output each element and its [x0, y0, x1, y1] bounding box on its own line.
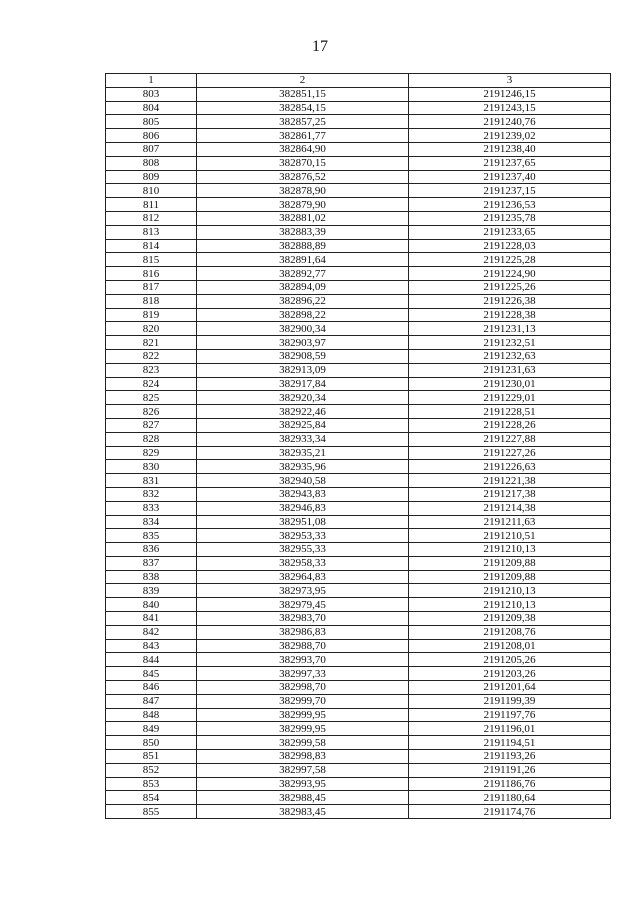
x-coordinate-cell: 382857,25	[197, 115, 409, 129]
table-row	[106, 460, 611, 474]
y-coordinate-cell: 2191237,15	[409, 184, 611, 198]
x-coordinate-cell: 382986,83	[197, 625, 409, 639]
x-coordinate-cell: 382988,45	[197, 791, 409, 805]
point-number-cell: 833	[106, 501, 197, 515]
x-coordinate-cell: 382917,84	[197, 377, 409, 391]
point-number-cell: 808	[106, 156, 197, 170]
point-number-cell: 835	[106, 529, 197, 543]
point-number-cell: 832	[106, 487, 197, 501]
point-number-cell: 846	[106, 681, 197, 695]
point-number-cell: 836	[106, 543, 197, 557]
y-coordinate-cell: 2191240,76	[409, 115, 611, 129]
table-row	[106, 336, 611, 350]
table-row	[106, 225, 611, 239]
table-row	[106, 667, 611, 681]
x-coordinate-cell: 382951,08	[197, 515, 409, 529]
x-coordinate-cell: 382935,96	[197, 460, 409, 474]
column-header-2: 2	[197, 74, 409, 88]
point-number-cell: 809	[106, 170, 197, 184]
column-header-3: 3	[409, 74, 611, 88]
table-row	[106, 625, 611, 639]
y-coordinate-cell: 2191230,01	[409, 377, 611, 391]
point-number-cell: 811	[106, 198, 197, 212]
table-row	[106, 432, 611, 446]
point-number-cell: 855	[106, 805, 197, 819]
point-number-cell: 810	[106, 184, 197, 198]
table-row	[106, 211, 611, 225]
x-coordinate-cell: 382958,33	[197, 556, 409, 570]
table-row	[106, 474, 611, 488]
table-row	[106, 308, 611, 322]
point-number-cell: 828	[106, 432, 197, 446]
y-coordinate-cell: 2191237,65	[409, 156, 611, 170]
point-number-cell: 822	[106, 349, 197, 363]
y-coordinate-cell: 2191194,51	[409, 736, 611, 750]
x-coordinate-cell: 382854,15	[197, 101, 409, 115]
column-header-1: 1	[106, 74, 197, 88]
point-number-cell: 850	[106, 736, 197, 750]
y-coordinate-cell: 2191228,26	[409, 418, 611, 432]
point-number-cell: 837	[106, 556, 197, 570]
point-number-cell: 824	[106, 377, 197, 391]
point-number-cell: 849	[106, 722, 197, 736]
x-coordinate-cell: 382993,70	[197, 653, 409, 667]
table-row	[106, 708, 611, 722]
page-number: 17	[312, 38, 328, 55]
point-number-cell: 831	[106, 474, 197, 488]
x-coordinate-cell: 382953,33	[197, 529, 409, 543]
point-number-cell: 815	[106, 253, 197, 267]
x-coordinate-cell: 382988,70	[197, 639, 409, 653]
point-number-cell: 818	[106, 294, 197, 308]
x-coordinate-cell: 382908,59	[197, 349, 409, 363]
point-number-cell: 854	[106, 791, 197, 805]
x-coordinate-cell: 382998,83	[197, 750, 409, 764]
y-coordinate-cell: 2191229,01	[409, 391, 611, 405]
table-row	[106, 722, 611, 736]
table-row	[106, 239, 611, 253]
y-coordinate-cell: 2191225,26	[409, 280, 611, 294]
x-coordinate-cell: 382888,89	[197, 239, 409, 253]
point-number-cell: 841	[106, 612, 197, 626]
point-number-cell: 807	[106, 142, 197, 156]
y-coordinate-cell: 2191210,13	[409, 584, 611, 598]
point-number-cell: 851	[106, 750, 197, 764]
y-coordinate-cell: 2191210,13	[409, 598, 611, 612]
table-row	[106, 322, 611, 336]
y-coordinate-cell: 2191226,38	[409, 294, 611, 308]
y-coordinate-cell: 2191243,15	[409, 101, 611, 115]
y-coordinate-cell: 2191231,13	[409, 322, 611, 336]
x-coordinate-cell: 382943,83	[197, 487, 409, 501]
x-coordinate-cell: 382903,97	[197, 336, 409, 350]
x-coordinate-cell: 382997,33	[197, 667, 409, 681]
point-number-cell: 834	[106, 515, 197, 529]
x-coordinate-cell: 382879,90	[197, 198, 409, 212]
table-row	[106, 805, 611, 819]
y-coordinate-cell: 2191227,26	[409, 446, 611, 460]
table-header-row	[106, 74, 611, 88]
y-coordinate-cell: 2191233,65	[409, 225, 611, 239]
y-coordinate-cell: 2191237,40	[409, 170, 611, 184]
y-coordinate-cell: 2191228,38	[409, 308, 611, 322]
x-coordinate-cell: 382955,33	[197, 543, 409, 557]
y-coordinate-cell: 2191180,64	[409, 791, 611, 805]
table-row	[106, 763, 611, 777]
table-row	[106, 267, 611, 281]
point-number-cell: 829	[106, 446, 197, 460]
y-coordinate-cell: 2191232,51	[409, 336, 611, 350]
y-coordinate-cell: 2191203,26	[409, 667, 611, 681]
table-row	[106, 515, 611, 529]
table-row	[106, 543, 611, 557]
table-row	[106, 253, 611, 267]
point-number-cell: 838	[106, 570, 197, 584]
point-number-cell: 812	[106, 211, 197, 225]
table-row	[106, 487, 611, 501]
table-row	[106, 377, 611, 391]
point-number-cell: 827	[106, 418, 197, 432]
point-number-cell: 853	[106, 777, 197, 791]
table-row	[106, 681, 611, 695]
y-coordinate-cell: 2191193,26	[409, 750, 611, 764]
y-coordinate-cell: 2191214,38	[409, 501, 611, 515]
table-row	[106, 349, 611, 363]
table-row	[106, 750, 611, 764]
table-row	[106, 391, 611, 405]
table-row	[106, 570, 611, 584]
point-number-cell: 825	[106, 391, 197, 405]
point-number-cell: 830	[106, 460, 197, 474]
x-coordinate-cell: 382998,70	[197, 681, 409, 695]
x-coordinate-cell: 382851,15	[197, 87, 409, 101]
x-coordinate-cell: 382999,95	[197, 708, 409, 722]
y-coordinate-cell: 2191208,01	[409, 639, 611, 653]
x-coordinate-cell: 382922,46	[197, 405, 409, 419]
y-coordinate-cell: 2191235,78	[409, 211, 611, 225]
x-coordinate-cell: 382861,77	[197, 129, 409, 143]
x-coordinate-cell: 382993,95	[197, 777, 409, 791]
coordinates-table	[105, 73, 611, 819]
x-coordinate-cell: 382983,45	[197, 805, 409, 819]
point-number-cell: 803	[106, 87, 197, 101]
y-coordinate-cell: 2191197,76	[409, 708, 611, 722]
table-row	[106, 653, 611, 667]
y-coordinate-cell: 2191224,90	[409, 267, 611, 281]
point-number-cell: 806	[106, 129, 197, 143]
table-row	[106, 363, 611, 377]
x-coordinate-cell: 382870,15	[197, 156, 409, 170]
table-row	[106, 777, 611, 791]
y-coordinate-cell: 2191209,88	[409, 556, 611, 570]
y-coordinate-cell: 2191201,64	[409, 681, 611, 695]
y-coordinate-cell: 2191226,63	[409, 460, 611, 474]
point-number-cell: 816	[106, 267, 197, 281]
x-coordinate-cell: 382898,22	[197, 308, 409, 322]
x-coordinate-cell: 382933,34	[197, 432, 409, 446]
table-row	[106, 556, 611, 570]
x-coordinate-cell: 382935,21	[197, 446, 409, 460]
table-row	[106, 294, 611, 308]
x-coordinate-cell: 382997,58	[197, 763, 409, 777]
y-coordinate-cell: 2191211,63	[409, 515, 611, 529]
point-number-cell: 823	[106, 363, 197, 377]
point-number-cell: 847	[106, 694, 197, 708]
y-coordinate-cell: 2191227,88	[409, 432, 611, 446]
y-coordinate-cell: 2191232,63	[409, 349, 611, 363]
table-row	[106, 142, 611, 156]
x-coordinate-cell: 382946,83	[197, 501, 409, 515]
table-row	[106, 87, 611, 101]
table-row	[106, 198, 611, 212]
x-coordinate-cell: 382894,09	[197, 280, 409, 294]
x-coordinate-cell: 382878,90	[197, 184, 409, 198]
y-coordinate-cell: 2191196,01	[409, 722, 611, 736]
y-coordinate-cell: 2191174,76	[409, 805, 611, 819]
x-coordinate-cell: 382896,22	[197, 294, 409, 308]
x-coordinate-cell: 382999,95	[197, 722, 409, 736]
table-row	[106, 584, 611, 598]
point-number-cell: 814	[106, 239, 197, 253]
y-coordinate-cell: 2191186,76	[409, 777, 611, 791]
y-coordinate-cell: 2191228,51	[409, 405, 611, 419]
point-number-cell: 820	[106, 322, 197, 336]
y-coordinate-cell: 2191209,38	[409, 612, 611, 626]
x-coordinate-cell: 382925,84	[197, 418, 409, 432]
point-number-cell: 819	[106, 308, 197, 322]
x-coordinate-cell: 382892,77	[197, 267, 409, 281]
x-coordinate-cell: 382979,45	[197, 598, 409, 612]
point-number-cell: 839	[106, 584, 197, 598]
table-row	[106, 598, 611, 612]
table-row	[106, 501, 611, 515]
y-coordinate-cell: 2191239,02	[409, 129, 611, 143]
point-number-cell: 817	[106, 280, 197, 294]
table-row	[106, 101, 611, 115]
x-coordinate-cell: 382999,58	[197, 736, 409, 750]
x-coordinate-cell: 382913,09	[197, 363, 409, 377]
x-coordinate-cell: 382920,34	[197, 391, 409, 405]
y-coordinate-cell: 2191208,76	[409, 625, 611, 639]
y-coordinate-cell: 2191238,40	[409, 142, 611, 156]
x-coordinate-cell: 382883,39	[197, 225, 409, 239]
table-row	[106, 405, 611, 419]
x-coordinate-cell: 382881,02	[197, 211, 409, 225]
point-number-cell: 842	[106, 625, 197, 639]
y-coordinate-cell: 2191236,53	[409, 198, 611, 212]
y-coordinate-cell: 2191221,38	[409, 474, 611, 488]
x-coordinate-cell: 382864,90	[197, 142, 409, 156]
table-row	[106, 280, 611, 294]
x-coordinate-cell: 382999,70	[197, 694, 409, 708]
table-row	[106, 529, 611, 543]
point-number-cell: 840	[106, 598, 197, 612]
table-row	[106, 446, 611, 460]
x-coordinate-cell: 382964,83	[197, 570, 409, 584]
x-coordinate-cell: 382900,34	[197, 322, 409, 336]
y-coordinate-cell: 2191246,15	[409, 87, 611, 101]
y-coordinate-cell: 2191205,26	[409, 653, 611, 667]
point-number-cell: 821	[106, 336, 197, 350]
point-number-cell: 844	[106, 653, 197, 667]
table-row	[106, 694, 611, 708]
point-number-cell: 826	[106, 405, 197, 419]
x-coordinate-cell: 382983,70	[197, 612, 409, 626]
y-coordinate-cell: 2191217,38	[409, 487, 611, 501]
table-row	[106, 736, 611, 750]
point-number-cell: 813	[106, 225, 197, 239]
table-row	[106, 639, 611, 653]
y-coordinate-cell: 2191228,03	[409, 239, 611, 253]
y-coordinate-cell: 2191209,88	[409, 570, 611, 584]
table-row	[106, 170, 611, 184]
y-coordinate-cell: 2191210,13	[409, 543, 611, 557]
table-row	[106, 184, 611, 198]
table-row	[106, 129, 611, 143]
point-number-cell: 845	[106, 667, 197, 681]
table-row	[106, 115, 611, 129]
y-coordinate-cell: 2191210,51	[409, 529, 611, 543]
x-coordinate-cell: 382940,58	[197, 474, 409, 488]
y-coordinate-cell: 2191191,26	[409, 763, 611, 777]
point-number-cell: 804	[106, 101, 197, 115]
point-number-cell: 848	[106, 708, 197, 722]
x-coordinate-cell: 382973,95	[197, 584, 409, 598]
table-row	[106, 612, 611, 626]
point-number-cell: 805	[106, 115, 197, 129]
table-row	[106, 156, 611, 170]
y-coordinate-cell: 2191225,28	[409, 253, 611, 267]
point-number-cell: 852	[106, 763, 197, 777]
y-coordinate-cell: 2191231,63	[409, 363, 611, 377]
point-number-cell: 843	[106, 639, 197, 653]
table-row	[106, 791, 611, 805]
x-coordinate-cell: 382876,52	[197, 170, 409, 184]
x-coordinate-cell: 382891,64	[197, 253, 409, 267]
y-coordinate-cell: 2191199,39	[409, 694, 611, 708]
table-row	[106, 418, 611, 432]
